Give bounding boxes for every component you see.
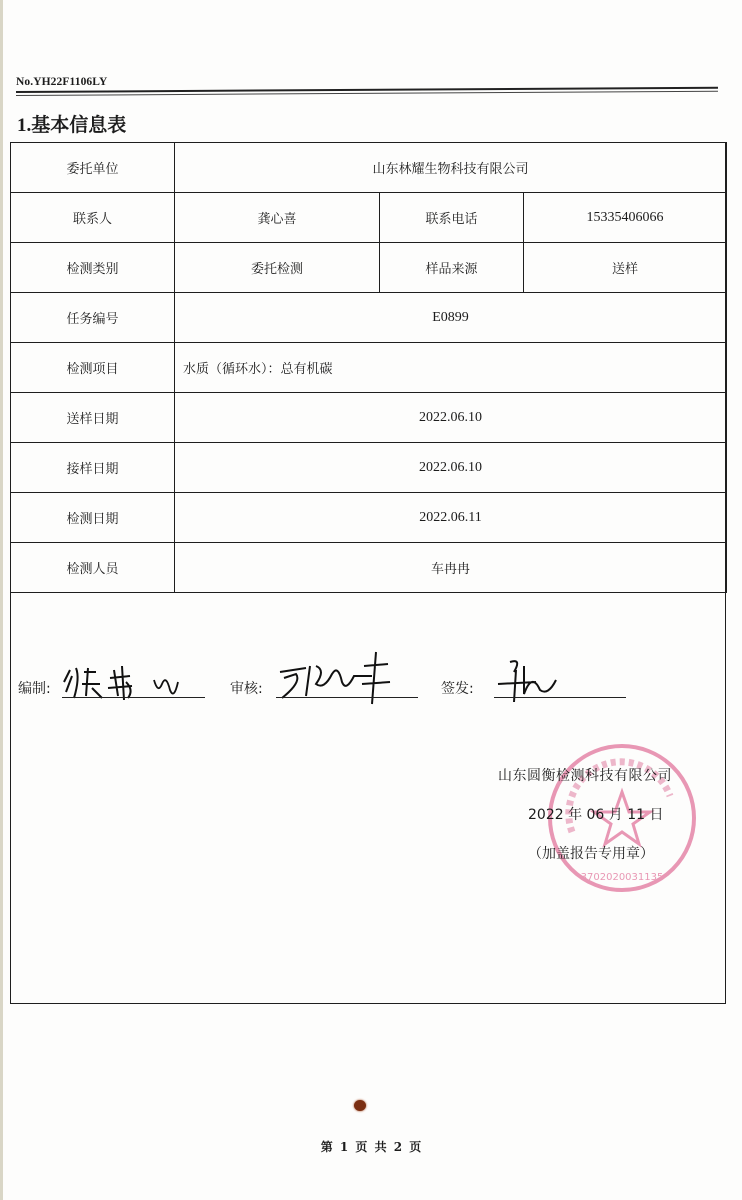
reviewed-label: 审核:: [230, 681, 263, 697]
issued-label: 签发:: [441, 681, 474, 697]
table-row: [11, 343, 727, 393]
table-row: [11, 243, 727, 293]
signature-row: [18, 660, 718, 710]
page-indicator: 第 1 页 共 2 页: [320, 1140, 422, 1154]
submit-date-label: 送样日期: [11, 393, 175, 443]
issue-date: 2022 年 06 月 11 日: [528, 807, 664, 823]
sample-source-label: 样品来源: [380, 243, 524, 293]
issued-signature-line: [494, 697, 626, 698]
section-title: 1.基本信息表: [17, 115, 127, 136]
table-row: [11, 443, 727, 493]
test-type-label: 检测类别: [11, 243, 175, 293]
compiled-label: 编制:: [18, 681, 51, 697]
phone-label: 联系电话: [380, 193, 524, 243]
tester-label: 检测人员: [11, 543, 175, 593]
sample-source-value: 送样: [524, 243, 727, 293]
tester-value: 车冉冉: [175, 543, 727, 593]
test-type-value: 委托检测: [175, 243, 380, 293]
table-row: [11, 193, 727, 243]
phone-value: 15335406066: [524, 193, 727, 243]
test-date-label: 检测日期: [11, 493, 175, 543]
page-edge: [0, 0, 3, 1200]
test-item-value: 水质（循环水）：总有机碳: [175, 343, 727, 393]
receive-date-label: 接样日期: [11, 443, 175, 493]
client-value: 山东林耀生物科技有限公司: [175, 143, 727, 193]
compiled-signature-line: [62, 697, 205, 698]
contact-label: 联系人: [11, 193, 175, 243]
task-no-label: 任务编号: [11, 293, 175, 343]
reviewed-signature-icon: [276, 646, 416, 710]
table-row: [11, 543, 727, 593]
reviewed-signature-line: [276, 697, 418, 698]
table-row: [11, 293, 727, 343]
basic-info-table: [10, 142, 727, 593]
issuer-company: 山东圆衡检测科技有限公司: [498, 768, 672, 784]
submit-date-value: 2022.06.10: [175, 393, 727, 443]
table-row: [11, 493, 727, 543]
compiled-signature-icon: [62, 660, 212, 705]
stamp-number: 3702020031135: [580, 872, 664, 883]
ink-mark: [354, 1100, 366, 1111]
test-date-value: 2022.06.11: [175, 493, 727, 543]
client-label: 委托单位: [11, 143, 175, 193]
table-row: [11, 393, 727, 443]
document-number: No.YH22F1106LY: [16, 76, 108, 88]
contact-value: 龚心喜: [175, 193, 380, 243]
table-row: [11, 143, 727, 193]
test-item-label: 检测项目: [11, 343, 175, 393]
task-no-value: E0899: [175, 293, 727, 343]
seal-note: （加盖报告专用章）: [528, 846, 654, 862]
receive-date-value: 2022.06.10: [175, 443, 727, 493]
